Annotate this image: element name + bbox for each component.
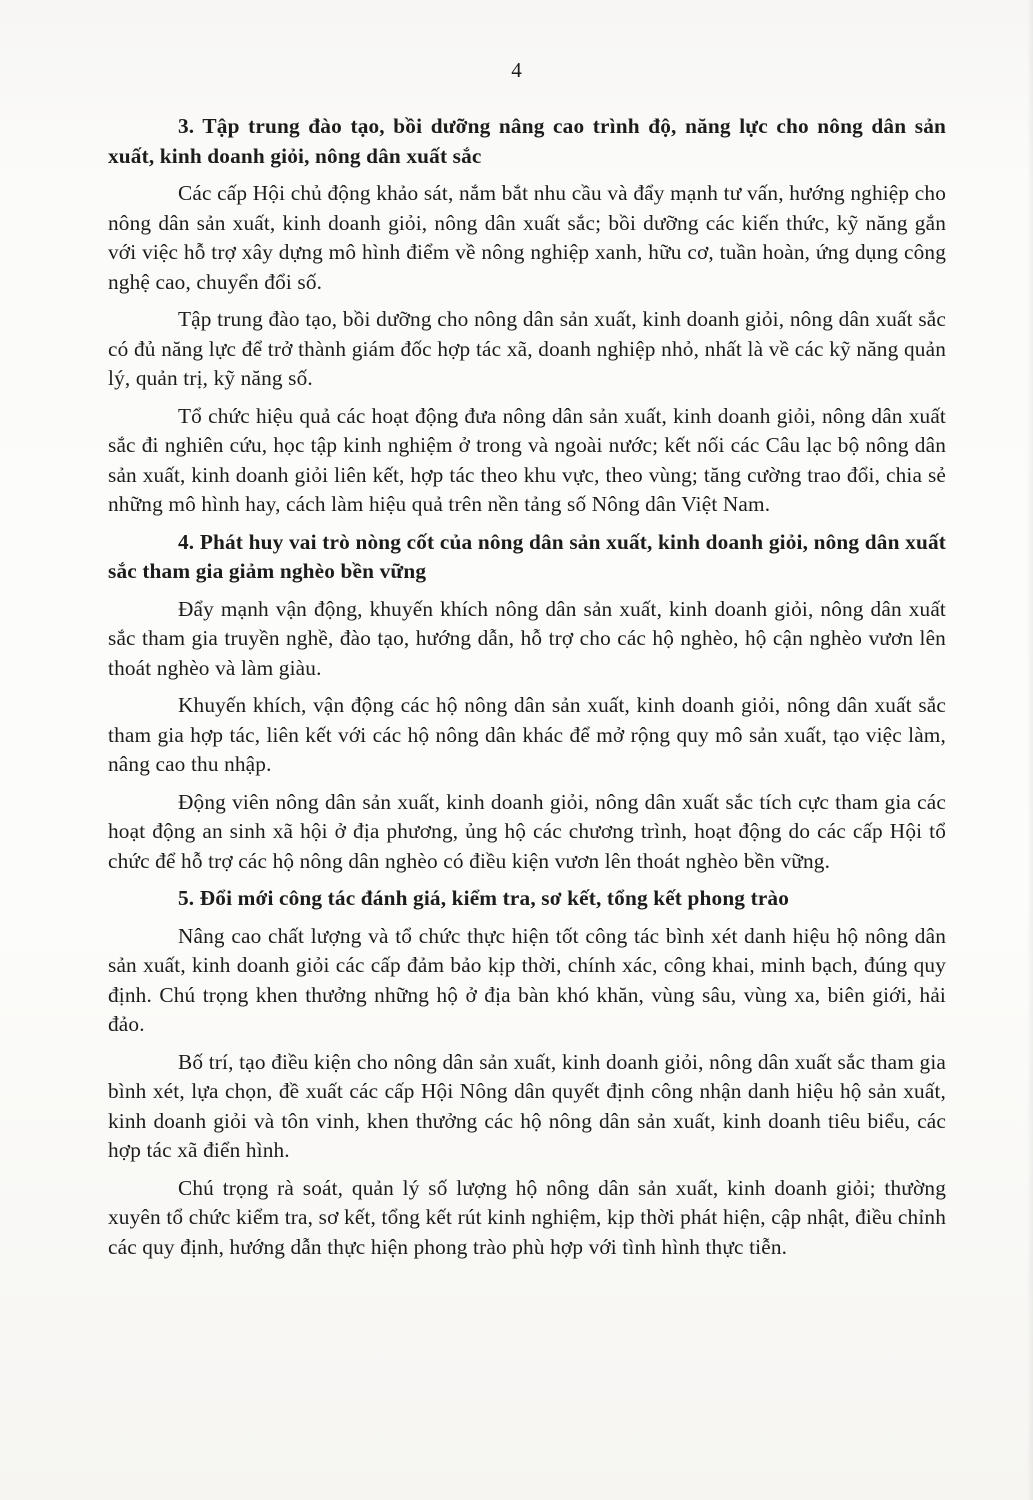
paragraph: Các cấp Hội chủ động khảo sát, nắm bắt nhu cầu và đẩy mạnh tư vấn, hướng nghiệp cho nông dân sản xuất, kinh doanh giỏi, nông dân xuất sắc; bồi dưỡng các kiến thức, kỹ năng gắn với việc hỗ trợ xây dựng mô hình điểm về nông nghiệp xanh, hữu cơ, tuần hoàn, ứng dụng công nghệ cao, chuyển đổi số.	[108, 181, 946, 294]
section-heading: 3. Tập trung đào tạo, bồi dưỡng nâng cao trình độ, năng lực cho nông dân sản xuất, kinh doanh giỏi, nông dân xuất sắc	[108, 114, 946, 168]
paragraph: Đẩy mạnh vận động, khuyến khích nông dân sản xuất, kinh doanh giỏi, nông dân xuất sắc tham gia truyền nghề, đào tạo, hướng dẫn, hỗ trợ cho các hộ nghèo, hộ cận nghèo vươn lên thoát nghèo và làm giàu.	[108, 596, 946, 680]
paragraph: Động viên nông dân sản xuất, kinh doanh giỏi, nông dân xuất sắc tích cực tham gia các hoạt động an sinh xã hội ở địa phương, ủng hộ các chương trình, hoạt động do các cấp Hội tổ chức để hỗ trợ các hộ nông dân nghèo có điều kiện vươn lên thoát nghèo bền vững.	[108, 789, 946, 873]
document-body	[108, 112, 946, 1270]
page-number: 4	[511, 58, 522, 82]
paragraph: Khuyến khích, vận động các hộ nông dân sản xuất, kinh doanh giỏi, nông dân xuất sắc tham gia hợp tác, liên kết với các hộ nông dân khác để mở rộng quy mô sản xuất, tạo việc làm, nâng cao thu nhập.	[108, 693, 946, 776]
section-3	[108, 112, 946, 520]
paragraph: Bố trí, tạo điều kiện cho nông dân sản xuất, kinh doanh giỏi, nông dân xuất sắc tham gia bình xét, lựa chọn, đề xuất các cấp Hội Nông dân quyết định công nhận danh hiệu hộ sản xuất, kinh doanh giỏi và tôn vinh, khen thưởng các hộ nông dân sản xuất, kinh doanh tiêu biểu, các hợp tác xã điển hình.	[108, 1049, 946, 1162]
page-edge-shadow	[1027, 0, 1033, 1500]
paragraph: Tổ chức hiệu quả các hoạt động đưa nông dân sản xuất, kinh doanh giỏi, nông dân xuất sắc đi nghiên cứu, học tập kinh nghiệm ở trong và ngoài nước; kết nối các Câu lạc bộ nông dân sản xuất, kinh doanh giỏi liên kết, hợp tác theo khu vực, theo vùng; tăng cường trao đổi, chia sẻ những mô hình hay, cách làm hiệu quả trên nền tảng số Nông dân Việt Nam.	[108, 403, 946, 516]
paragraph: Chú trọng rà soát, quản lý số lượng hộ nông dân sản xuất, kinh doanh giỏi; thường xuyên tổ chức kiểm tra, sơ kết, tổng kết rút kinh nghiệm, kịp thời phát hiện, cập nhật, điều chỉnh các quy định, hướng dẫn thực hiện phong trào phù hợp với tình hình thực tiễn.	[108, 1175, 946, 1259]
section-heading: 4. Phát huy vai trò nòng cốt của nông dân sản xuất, kinh doanh giỏi, nông dân xuất sắc tham gia giảm nghèo bền vững	[108, 529, 946, 583]
section-heading: 5. Đổi mới công tác đánh giá, kiểm tra, sơ kết, tổng kết phong trào	[178, 886, 790, 910]
section-4	[108, 528, 946, 877]
section-5	[108, 884, 946, 1262]
paragraph: Nâng cao chất lượng và tổ chức thực hiện tốt công tác bình xét danh hiệu hộ nông dân sản xuất, kinh doanh giỏi các cấp đảm bảo kịp thời, chính xác, công khai, minh bạch, đúng quy định. Chú trọng khen thưởng những hộ ở địa bàn khó khăn, vùng sâu, vùng xa, biên giới, hải đảo.	[108, 923, 946, 1036]
paragraph: Tập trung đào tạo, bồi dưỡng cho nông dân sản xuất, kinh doanh giỏi, nông dân xuất sắc có đủ năng lực để trở thành giám đốc hợp tác xã, doanh nghiệp nhỏ, nhất là về các kỹ năng quản lý, quản trị, kỹ năng số.	[108, 307, 946, 390]
